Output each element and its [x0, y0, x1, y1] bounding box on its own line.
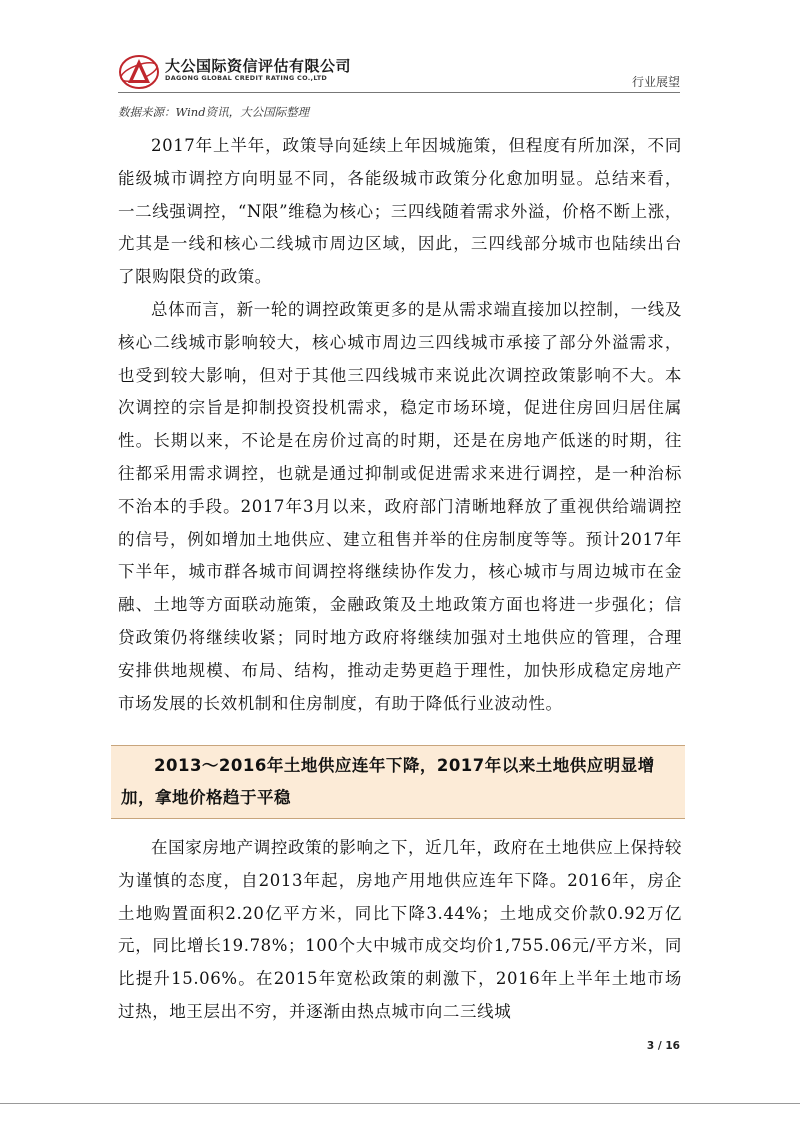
company-name-en: DAGONG GLOBAL CREDIT RATING CO.,LTD	[165, 74, 328, 82]
paragraph: 总体而言，新一轮的调控政策更多的是从需求端直接加以控制，一线及核心二线城市影响较大，核心城市周边三四线城市承接了部分外溢需求，也受到较大影响，但对于其他三四线城市来说此次调控政策影响不大。本次调控的宗旨是抑制投资投机需求，稳定市场环境，促进住房回归居住属性。长期以来，不论是在房价过高的时期，还是在房地产低迷的时期，往往都采用需求调控，也就是通过抑制或促进需求来进行调控，是一种治标不治本的手段。2017年3月以来，政府部门清晰地释放了重视供给端调控的信号，例如增加土地供应、建立租售并举的住房制度等等。预计2017年下半年，城市群各城市间调控将继续协作发力，核心城市与周边城市在金融、土地等方面联动施策，金融政策及土地政策方面也将进一步强化；信贷政策仍将继续收紧；同时地方政府将继续加强对土地供应的管理，合理安排供地规模、布局、结构，推动走势更趋于理性，加快形成稳定房地产市场发展的长效机制和住房制度，有助于降低行业波动性。	[118, 299, 682, 713]
section-highlight-box	[111, 745, 685, 819]
section-heading: 2013～2016年土地供应连年下降，2017年以来土地供应明显增加，拿地价格趋于平稳	[121, 756, 655, 807]
footer-divider	[0, 1103, 800, 1104]
page-header	[0, 0, 800, 92]
page-number: 3 / 16	[646, 1040, 680, 1052]
body-text-continued	[118, 832, 682, 1029]
body-text	[118, 130, 682, 720]
section-label: 行业展望	[631, 75, 680, 89]
dagong-logo-icon	[118, 53, 160, 91]
paragraph: 2017年上半年，政策导向延续上年因城施策，但程度有所加深，不同能级城市调控方向明显不同，各能级城市政策分化愈加明显。总结来看，一二线强调控，“N限”维稳为核心；三四线随着需求外溢，价格不断上涨，尤其是一线和核心二线城市周边区域，因此，三四线部分城市也陆续出台了限购限贷的政策。	[118, 136, 682, 287]
data-source-note: 数据来源：Wind资讯，大公国际整理	[118, 105, 310, 119]
company-name: 大公国际资信评估有限公司	[165, 57, 352, 75]
paragraph: 在国家房地产调控政策的影响之下，近几年，政府在土地供应上保持较为谨慎的态度，自2013年起，房地产用地供应连年下降。2016年，房企土地购置面积2.20亿平方米，同比下降3.44%；土地成交价款0.92万亿元，同比增长19.78%；100个大中城市成交均价1,755.06元/平方米，同比提升15.06%。在2015年宽松政策的刺激下，2016年上半年土地市场过热，地王层出不穷，并逐渐由热点城市向二三线城	[118, 838, 682, 1021]
header-divider	[118, 92, 680, 93]
